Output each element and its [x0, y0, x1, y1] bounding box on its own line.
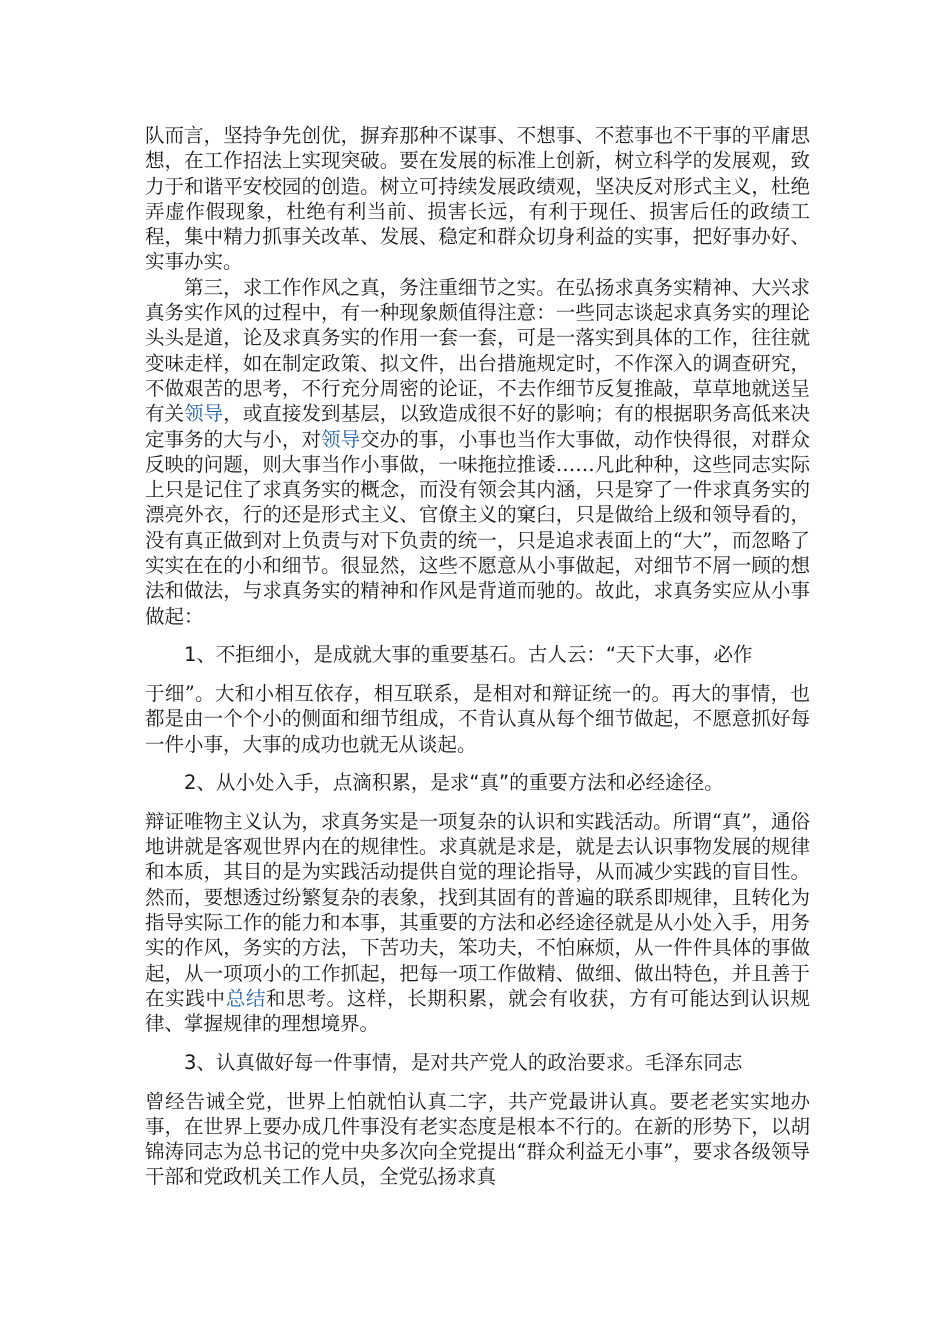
link-leadership[interactable]: 领导 — [321, 427, 361, 451]
paragraph-text: 第三，求工作作风之真，务注重细节之实。在弘扬求真务实精神、大兴求真务实作风的过程中，有一种现象颇值得注意：一些同志谈起求真务实的理论头头是道，论及求真务实的作用一套一套，可是一落实到具体的工作，往往就变味走样，如在制定政策、拟文件，出台措施规定时，不作深入的调查研究，不做艰苦的思考，不行充分周密的论证，不去作细节反复推敲，草草地就送呈有关 — [145, 275, 810, 426]
paragraph-text: ，或直接发到基层，以致造成很不好的影响；有的根据职务高低来决定事务的大与小，对 — [145, 402, 810, 451]
paragraph-text: 交办的事，小事也当作大事做，动作快得很，对群众反映的问题，则大事当作小事做，一味拖拉推诿……凡此种种，这些同志实际上只是记住了求真务实的概念，而没有领会其内涵，只是穿了一件求真务实的漂亮外衣，行的还是形式主义、官僚主义的窠臼，只是做给上级和领导看的，没有真正做到对上负责与对下负责的统一，只是追求表面上的“大”，而忽略了实实在在的小和细节。很显然，这些不愿意从小事做起，对细节不屑一顾的想法和做法，与求真务实的精神和作风是背道而驰的。故此，求真务实应从小事做起： — [145, 427, 810, 628]
item-1-body: 于细”。大和小相互依存，相互联系，是相对和辩证统一的。再大的事情，也都是由一个个小的侧面和细节组成，不肯认真从每个细节做起，不愿意抓好每一件小事，大事的成功也就无从谈起。 — [145, 681, 810, 756]
paragraph-third-point — [145, 275, 810, 629]
paragraph-continued — [145, 123, 810, 275]
item-2-heading: 2、从小处入手，点滴积累，是求“真”的重要方法和必经途径。 — [184, 770, 724, 794]
item-1-heading: 1、不拒细小，是成就大事的重要基石。古人云：“天下大事，必作 — [184, 642, 753, 666]
link-leadership[interactable]: 领导 — [184, 402, 224, 426]
item-3-heading: 3、认真做好每一件事情，是对共产党人的政治要求。毛泽东同志 — [184, 1050, 743, 1074]
paragraph-text: 和思考。这样，长期积累，就会有收获，方有可能达到认识规律、掌握规律的理想境界。 — [145, 986, 810, 1036]
paragraph-text: 辩证唯物主义认为，求真务实是一项复杂的认识和实践活动。所谓“真”，通俗地讲就是客观世界内在的规律性。求真就是求是，就是去认识事物发展的规律和本质，其目的是为实践活动提供自觉的理论指导，从而减少实践的盲目性。然而，要想透过纷繁复杂的表象，找到其固有的普遍的联系即规律，且转化为指导实际工作的能力和本事，其重要的方法和必经途径就是从小处入手，用务实的作风，务实的方法，下苦功夫，笨功夫，不怕麻烦，从一件件具体的事做起，从一项项小的工作抓起，把每一项工作做精、做细、做出特色，并且善于在实践中 — [145, 809, 810, 1010]
item-2-body — [145, 809, 810, 1037]
document-page — [145, 123, 810, 1190]
paragraph-text: 队而言，坚持争先创优，摒弃那种不谋事、不想事、不惹事也不干事的平庸思想，在工作招法上实现突破。要在发展的标准上创新，树立科学的发展观，致力于和谐平安校园的创造。树立可持续发展政绩观，坚决反对形式主义，杜绝弄虚作假现象，杜绝有利当前、损害长远，有利于现任、损害后任的政绩工程，集中精力抓事关改革、发展、稳定和群众切身利益的实事，把好事办好、实事办实。 — [145, 124, 810, 274]
link-summary[interactable]: 总结 — [225, 986, 267, 1010]
item-3-body: 曾经告诫全党，世界上怕就怕认真二字，共产党最讲认真。要老老实实地办事，在世界上要办成几件事没有老实态度是根本不行的。在新的形势下，以胡锦涛同志为总书记的党中央多次向全党提出“群众利益无小事”，要求各级领导干部和党政机关工作人员，全党弘扬求真 — [145, 1089, 810, 1189]
